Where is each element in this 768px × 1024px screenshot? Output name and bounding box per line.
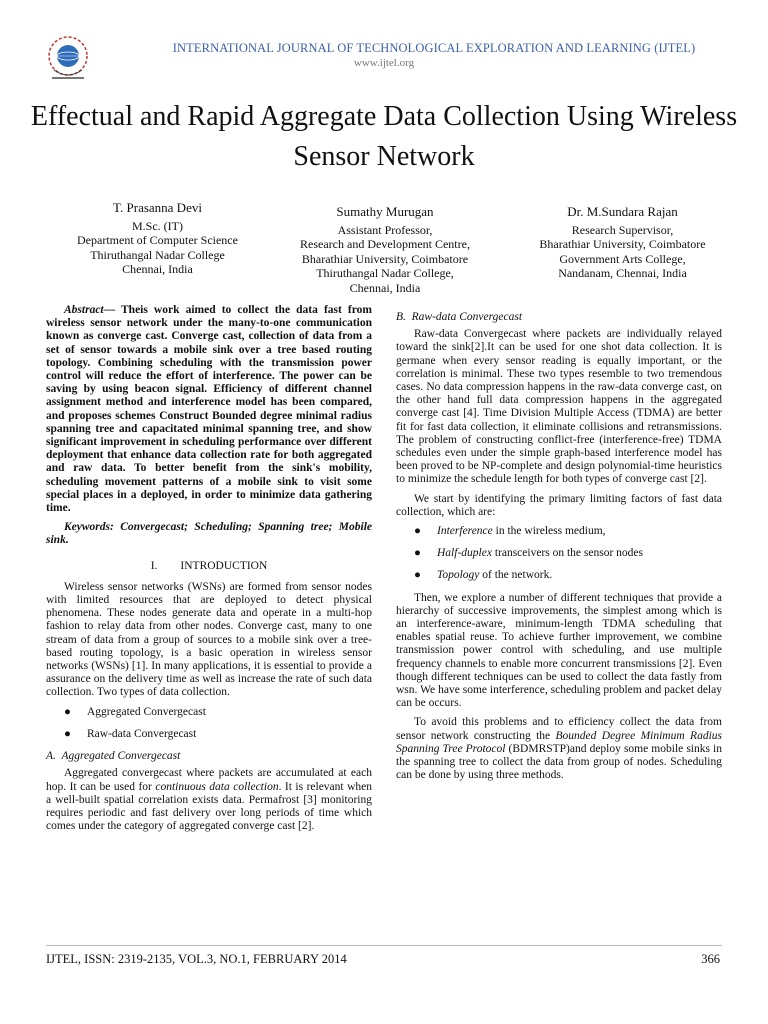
- emphasis-text: Bounded Degree Minimum Radius Spanning Tree Protocol: [396, 729, 722, 755]
- author-affiliation-line: M.Sc. (IT): [132, 218, 183, 233]
- bullet-icon: ●: [64, 727, 71, 740]
- paper-title: Effectual and Rapid Aggregate Data Collection Using Wireless Sensor Network: [30, 101, 738, 172]
- list-item: [396, 547, 722, 560]
- list-item-emphasis: Topology: [437, 569, 480, 582]
- paragraph-text: (BDMRSTP)and deploy some mobile sinks in the spanning tree to collect the data from group of nodes. Scheduling can be done by using three methods.: [396, 742, 723, 782]
- abstract-label: Abstract: [64, 304, 104, 316]
- paragraph-text: Aggregated convergecast where packets are accumulated at each hop. It can be used for: [46, 767, 372, 793]
- emphasis-text: continuous data collection: [155, 780, 279, 793]
- bullet-icon: ●: [414, 547, 421, 560]
- author-name: T. Prasanna Devi: [113, 200, 202, 215]
- paragraph-text: . It is relevant when a well-built spatial correlation exists data. Permafrost [3] monitoring requires periodic and fast delivery over long periods of time which comes under the category of aggregated converge cast [2].: [46, 780, 372, 833]
- author-affiliation-line: Thiruthangal Nadar College,: [316, 266, 454, 280]
- journal-logo: [40, 30, 96, 86]
- right-column: [396, 311, 722, 789]
- journal-name: INTERNATIONAL JOURNAL OF TECHNOLOGICAL EXPLORATION AND LEARNING (IJTEL): [172, 41, 696, 55]
- list-item-text: Raw-data Convergecast: [87, 727, 197, 740]
- list-item-text: Aggregated Convergecast: [87, 705, 206, 718]
- list-item-text: in the wireless medium,: [492, 525, 606, 538]
- paragraph-text: To avoid this problems and to efficiency collect the data from sensor network constructing the: [396, 716, 722, 742]
- author-affiliation-line: Bharathiar University, Coimbatore: [539, 237, 706, 251]
- subsection-heading-raw-data: B. Raw-data Convergecast: [396, 311, 523, 323]
- bullet-icon: ●: [64, 705, 71, 718]
- author-affiliation-line: Chennai, India: [349, 280, 421, 295]
- abstract-dash: —: [103, 304, 116, 316]
- author-affiliation-line: Thiruthangal Nadar College: [90, 247, 225, 262]
- intro-paragraph: Wireless sensor networks (WSNs) are formed from sensor nodes with limited resources that are deployed to detect physical phenomena. These nodes generate data and operate in a multi-hop fashion to relay data from other nodes. Converge cast, many to one stream of data from a group of sources to a mobile sink over a tree-based routing topology, is a basic operation in wireless sensor networks (WSNs) [1]. In many applications, it is essential to provide a assurance on the delivery time as well as increase the rate of such data collection. Two types of data collection.: [46, 580, 372, 699]
- list-item: [396, 569, 722, 582]
- list-item-emphasis: Half-duplex: [437, 547, 492, 560]
- raw-data-paragraph: Raw-data Convergecast where packets are individually relayed toward the sink[2].It can be used for one shot data collection. It is germane when every sensor reading is equally important, or the correlation is minimal. These two types resemble to two tremendous cases. No data compression happens in the raw-data converge cast, on the other hand full data compression happens in the aggregated converge cast [4]. Time Division Multiple Access (TDMA) are better fit for fast data collection, it eliminate collisions and retransmissions. The problem of constructing conflict-free (interference-free) TDMA schedules even under the simple graph-based interference model has been proved to be NP-complete and design polynomial-time heuristics to minimize the schedule length for both types of converge cast [2].: [396, 328, 722, 486]
- limiting-factors-list: [396, 525, 722, 583]
- author-block: [45, 201, 270, 277]
- bullet-icon: ●: [414, 525, 421, 538]
- section-heading-introduction: I. INTRODUCTION: [150, 559, 268, 572]
- bdmrstp-paragraph: [396, 716, 722, 782]
- author-affiliation-line: Research and Development Centre,: [300, 237, 470, 251]
- page-number: 366: [701, 952, 720, 966]
- list-item: [46, 706, 372, 719]
- footer-divider: [46, 945, 722, 946]
- author-affiliation-line: Chennai, India: [122, 262, 193, 276]
- bullet-icon: ●: [414, 569, 421, 582]
- list-item-text: transceivers on the sensor nodes: [491, 547, 643, 560]
- journal-url[interactable]: www.ijtel.org: [353, 57, 415, 69]
- list-item: [396, 525, 722, 538]
- list-item-emphasis: Interference: [437, 525, 493, 538]
- author-name: Sumathy Murugan: [336, 204, 434, 219]
- author-name: Dr. M.Sundara Rajan: [567, 204, 678, 219]
- techniques-paragraph: Then, we explore a number of different techniques that provide a hierarchy of successive improvements, the simplest among which is an interference-aware, minimum-length TDMA scheduling that enables spatial reuse. To achieve further improvement, we combine transmission power control with scheduling, and use multiple frequency channels to enable more concurrent transmissions [2]. Even though different techniques can be used to collect the data fastly from wsn. We have some interference, scheduling problem and packet delay can be occurs.: [396, 591, 722, 710]
- factors-paragraph: We start by identifying the primary limiting factors of fast data collection, which are:: [396, 492, 722, 518]
- abstract: [46, 304, 372, 515]
- author-block: [270, 205, 500, 295]
- author-affiliation-line: Assistant Professor,: [337, 222, 433, 237]
- abstract-text: Theis work aimed to collect the data fast from wireless sensor network under the many-to-one communication known as converge cast. Converge cast, collection of data from a set of sensor towards a mobile sink over a tree based routing topology. Combining scheduling with the transmission power control will reduce the effort of interference. The power can be saving by using beacon signal. Efficiency of different channel assignment method and interference model has been compared, and proposes schemes Construct Bounded degree minimal radius spanning tree and capacitated minimal spanning tree, and show significant improvement in scheduling performance over different deployment that enhance data collection rate for both aggregated and raw data. To better benefit from the sink's mobility, scheduling movement patterns of a mobile sink to visit some special places in a deployed, in order to minimize data gathering time.: [46, 304, 372, 515]
- author-affiliation-line: Research Supervisor,: [571, 222, 674, 237]
- left-column: [46, 304, 372, 839]
- author-affiliation-line: Department of Computer Science: [77, 233, 238, 247]
- list-item: [46, 728, 372, 741]
- subsection-heading-aggregated: A. Aggregated Convergecast: [46, 750, 181, 763]
- keywords: Keywords: Convergecast; Scheduling; Spanning tree; Mobile sink.: [46, 521, 372, 547]
- author-affiliation-line: Government Arts College,: [559, 251, 686, 266]
- author-block: [510, 205, 735, 281]
- aggregated-paragraph: [46, 767, 372, 833]
- author-affiliation-line: Bharathiar University, Coimbatore: [301, 251, 469, 266]
- list-item-text: of the network.: [479, 569, 553, 582]
- footer-citation: IJTEL, ISSN: 2319-2135, VOL.3, NO.1, FEBRUARY 2014: [46, 952, 347, 966]
- author-affiliation-line: Nandanam, Chennai, India: [558, 266, 687, 280]
- convergecast-types-list: [46, 706, 372, 741]
